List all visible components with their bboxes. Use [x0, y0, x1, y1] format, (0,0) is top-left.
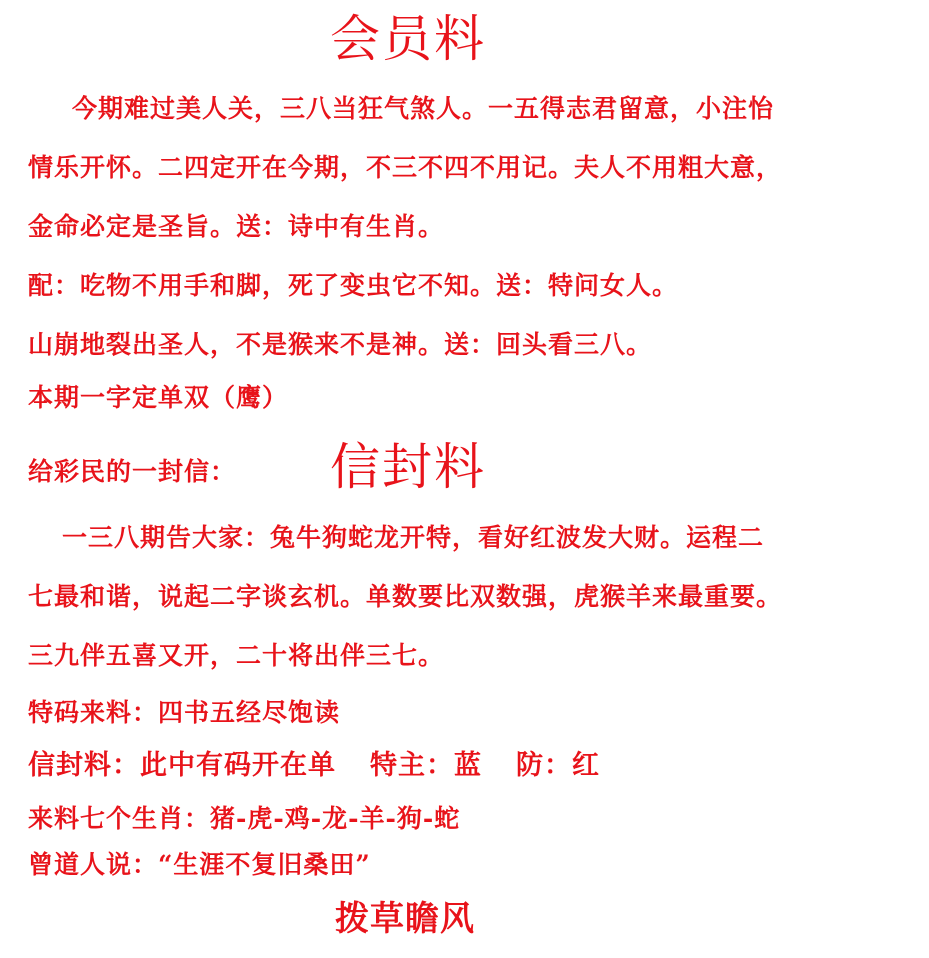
xinfeng-label: 信封料：: [28, 750, 140, 781]
footer-title: 拨草瞻风: [335, 899, 475, 939]
tema-line: [28, 700, 340, 725]
tema-text: 四书五经尽饱读: [158, 698, 341, 727]
main-label: 特主：: [370, 750, 454, 781]
saying-label: 曾道人说：: [28, 850, 159, 879]
tema-label: 特码来料：: [28, 698, 159, 727]
main-value: 蓝: [454, 750, 482, 781]
letter-lead: 给彩民的一封信：: [28, 457, 237, 486]
letter-line-1: 一三八期告大家：兔牛狗蛇龙开特，看好红波发大财。运程二: [62, 523, 765, 552]
saying-text: “生涯不复旧桑田”: [158, 850, 371, 879]
letter-line-2: 七最和谐，说起二字谈玄机。单数要比双数强，虎猴羊来最重要。: [28, 582, 783, 611]
member-line-1: 今期难过美人关，三八当狂气煞人。一五得志君留意，小注怡: [72, 94, 775, 123]
member-line-6: 本期一字定单双（鹰）: [28, 383, 289, 412]
zodiac-line: [28, 806, 460, 831]
saying-line: [28, 852, 371, 877]
xinfeng-text: 此中有码开在单: [140, 750, 336, 781]
letter-line-3: 三九伴五喜又开，二十将出伴三七。: [28, 641, 445, 670]
member-section-title: 会员料: [330, 10, 486, 68]
member-line-5: 山崩地裂出圣人，不是猴来不是神。送：回头看三八。: [28, 330, 653, 359]
guard-label: 防：: [516, 750, 572, 781]
member-line-4: 配：吃物不用手和脚，死了变虫它不知。送：特问女人。: [28, 271, 679, 300]
guard-value: 红: [572, 750, 600, 781]
member-line-3: 金命必定是圣旨。送：诗中有生肖。: [28, 212, 445, 241]
member-line-2: 情乐开怀。二四定开在今期，不三不四不用记。夫人不用粗大意，: [28, 153, 783, 182]
zodiac-label: 来料七个生肖：: [28, 804, 211, 833]
xinfeng-line: [28, 752, 600, 779]
letter-section-title: 信封料: [330, 438, 486, 496]
zodiac-text: 猪-虎-鸡-龙-羊-狗-蛇: [210, 804, 461, 833]
